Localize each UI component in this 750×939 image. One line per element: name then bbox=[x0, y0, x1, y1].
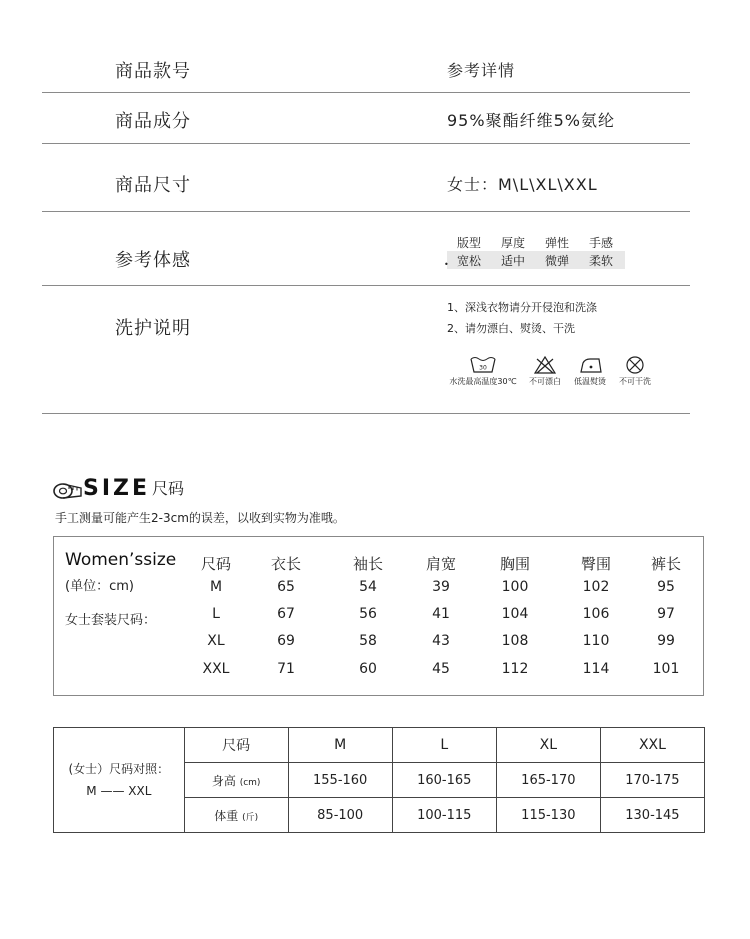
spec-value-size: 女士：M\L\XL\XXL bbox=[447, 175, 598, 194]
size-cell: 106 bbox=[582, 606, 610, 622]
comparison-header: XXL bbox=[600, 728, 704, 763]
care-instruction: 2、请勿漂白、熨烫、干洗 bbox=[447, 322, 575, 335]
bullet-icon: • bbox=[444, 260, 449, 269]
care-icon-label: 低温熨烫 bbox=[574, 377, 606, 386]
low-iron-icon bbox=[568, 356, 612, 387]
comparison-header: XL bbox=[496, 728, 600, 763]
size-cell: 99 bbox=[657, 633, 675, 649]
size-cell: 112 bbox=[501, 661, 529, 677]
size-cell: XL bbox=[207, 633, 225, 649]
size-cell: 101 bbox=[652, 661, 680, 677]
size-cell: 65 bbox=[277, 579, 295, 595]
size-section-title bbox=[53, 476, 184, 501]
measurement-note: 手工测量可能产生2-3cm的误差，以收到实物为准哦。 bbox=[55, 511, 345, 525]
feel-value: 适中 bbox=[500, 253, 525, 268]
no-bleach-icon bbox=[524, 356, 566, 387]
feel-value: 微弹 bbox=[544, 253, 569, 268]
size-cell: M bbox=[209, 579, 223, 595]
divider bbox=[42, 92, 690, 93]
size-title-cn: 尺码 bbox=[152, 479, 185, 498]
tape-measure-icon bbox=[53, 481, 83, 501]
comparison-cell: 85-100 bbox=[288, 798, 392, 833]
column-header: 衣长 bbox=[270, 555, 301, 573]
womens-size-table bbox=[53, 536, 704, 696]
womens-size-unit: (单位：cm) bbox=[65, 579, 134, 594]
column-header: 尺码 bbox=[200, 555, 231, 573]
size-cell: XXL bbox=[202, 661, 230, 677]
feel-header: 弹性 bbox=[544, 235, 569, 250]
size-cell: 41 bbox=[432, 606, 450, 622]
size-cell: 60 bbox=[359, 661, 377, 677]
size-cell: 108 bbox=[501, 633, 529, 649]
size-cell: 71 bbox=[277, 661, 295, 677]
comparison-cell: 100-115 bbox=[392, 798, 496, 833]
comparison-cell: 155-160 bbox=[288, 763, 392, 798]
wash-temp-label: 30 bbox=[479, 364, 487, 372]
feel-table bbox=[444, 233, 625, 269]
size-title-text: SIZE bbox=[83, 476, 151, 501]
feel-header-row bbox=[447, 233, 625, 251]
size-cell: 104 bbox=[501, 606, 529, 622]
size-cell: 56 bbox=[359, 606, 377, 622]
feel-header: 厚度 bbox=[500, 235, 525, 250]
size-cell: 45 bbox=[432, 661, 450, 677]
column-header: 肩宽 bbox=[425, 555, 456, 573]
size-cell: 114 bbox=[582, 661, 610, 677]
comparison-row-label bbox=[184, 763, 288, 798]
comparison-label-line: M —— XXL bbox=[86, 784, 152, 798]
row-label-text: 体重 bbox=[214, 808, 239, 823]
comparison-label bbox=[54, 728, 185, 833]
spec-value-model: 参考详情 bbox=[447, 61, 516, 80]
row-label-text: 身高 bbox=[211, 773, 236, 788]
size-cell: 95 bbox=[657, 579, 675, 595]
womens-size-title: Women’ssize bbox=[65, 550, 177, 570]
size-cell: 102 bbox=[582, 579, 610, 595]
size-cell: 54 bbox=[359, 579, 377, 595]
size-cell: 39 bbox=[432, 579, 450, 595]
womens-suit-label: 女士套装尺码： bbox=[65, 613, 157, 628]
comparison-cell: 165-170 bbox=[496, 763, 600, 798]
size-cell: 43 bbox=[432, 633, 450, 649]
spec-label-feel: 参考体感 bbox=[115, 250, 191, 271]
feel-value-row bbox=[447, 251, 625, 269]
comparison-cell: 115-130 bbox=[496, 798, 600, 833]
feel-value: 宽松 bbox=[456, 253, 481, 268]
column-header: 袖长 bbox=[352, 555, 383, 573]
feel-value: 柔软 bbox=[588, 253, 613, 268]
comparison-label-line: (女士）尺码对照： bbox=[68, 762, 170, 776]
spec-label-material: 商品成分 bbox=[115, 111, 191, 132]
care-icon-label: 水洗最高温度30℃ bbox=[449, 377, 517, 386]
spec-label-model: 商品款号 bbox=[115, 61, 191, 82]
row-label-unit: (斤) bbox=[242, 812, 259, 823]
column-header: 裤长 bbox=[650, 555, 681, 573]
size-cell: 110 bbox=[582, 633, 610, 649]
divider bbox=[42, 285, 690, 286]
comparison-header: M bbox=[288, 728, 392, 763]
row-label-unit: (cm) bbox=[239, 777, 261, 788]
size-cell: 58 bbox=[359, 633, 377, 649]
divider bbox=[42, 143, 690, 144]
comparison-cell: 160-165 bbox=[392, 763, 496, 798]
column-header: 胸围 bbox=[499, 555, 530, 573]
no-dry-clean-icon bbox=[614, 356, 656, 387]
spec-value-material: 95%聚酯纤维5%氨纶 bbox=[447, 111, 615, 130]
size-cell: 67 bbox=[277, 606, 295, 622]
divider bbox=[42, 211, 690, 212]
comparison-row-label bbox=[184, 798, 288, 833]
spec-label-size: 商品尺寸 bbox=[115, 175, 191, 196]
divider bbox=[42, 413, 690, 414]
size-cell: 97 bbox=[657, 606, 675, 622]
feel-header: 版型 bbox=[456, 235, 481, 250]
care-instruction: 1、深浅衣物请分开侵泡和洗涤 bbox=[447, 301, 597, 314]
column-header: 臀围 bbox=[580, 555, 611, 573]
care-icon-label: 不可漂白 bbox=[529, 377, 561, 386]
comparison-cell: 170-175 bbox=[600, 763, 704, 798]
size-cell: L bbox=[212, 606, 220, 622]
size-cell: 69 bbox=[277, 633, 295, 649]
feel-header: 手感 bbox=[588, 235, 613, 250]
size-comparison-table bbox=[53, 727, 705, 833]
comparison-cell: 130-145 bbox=[600, 798, 704, 833]
wash-30-icon bbox=[446, 356, 520, 387]
size-cell: 100 bbox=[501, 579, 529, 595]
comparison-header: 尺码 bbox=[184, 728, 288, 763]
comparison-header: L bbox=[392, 728, 496, 763]
spec-label-care: 洗护说明 bbox=[115, 318, 191, 339]
care-icon-label: 不可干洗 bbox=[619, 377, 651, 386]
